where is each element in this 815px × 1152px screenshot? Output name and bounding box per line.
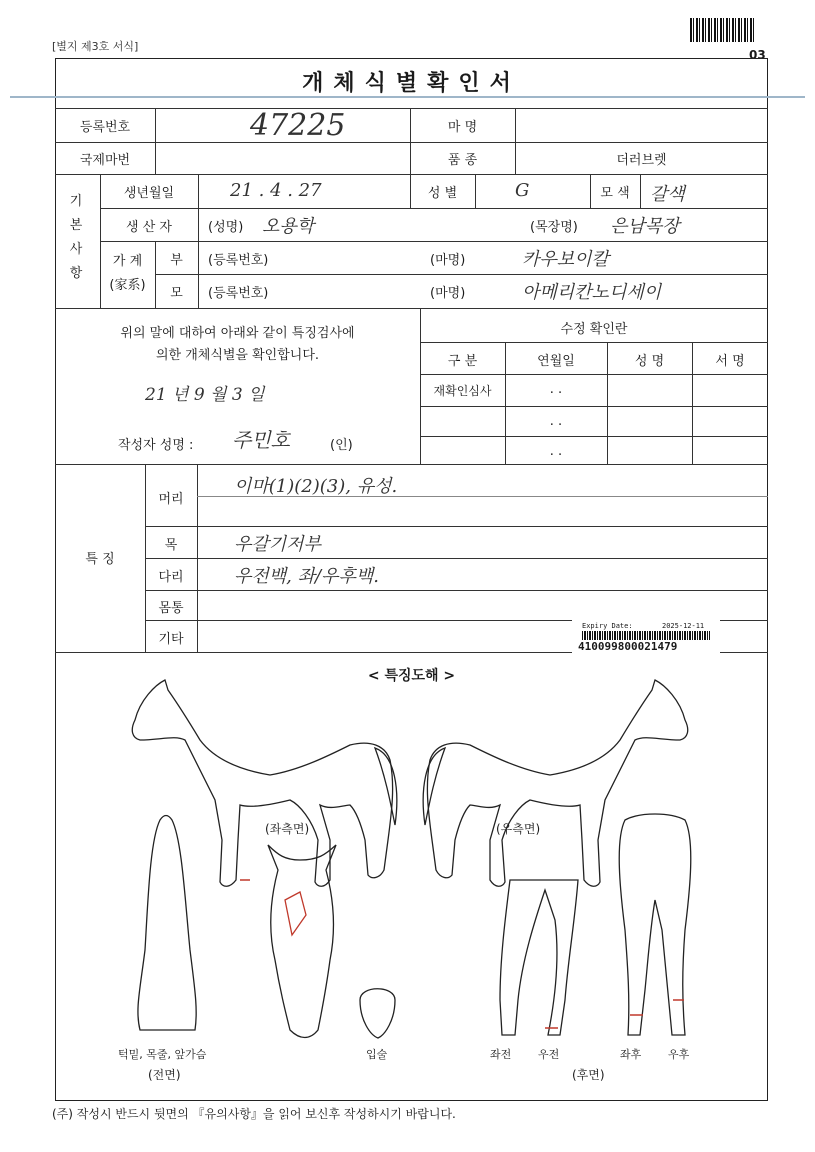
sire-name-label: (마명) [430, 253, 466, 268]
birth-label: 생년월일 [123, 186, 175, 201]
basic-section-label: 기본사항 [69, 194, 83, 281]
footer-note: (주) 작성시 반드시 뒷면의 『유의사항』을 읽어 보신후 작성하시기 바랍니다. [52, 1107, 456, 1121]
head-front-outline [268, 845, 336, 1038]
left-horse-tail [375, 748, 397, 825]
neck-value: 우갈기저부 [234, 534, 321, 555]
sire-name-value: 카우보이칼 [522, 249, 609, 270]
breed-label: 품 종 [447, 153, 478, 168]
form-tag: [별지 제3호 서식] [52, 40, 139, 53]
lips-outline [360, 989, 395, 1038]
revision-col-sign: 서 명 [715, 354, 745, 369]
breed-value: 더러브렛 [616, 153, 667, 168]
rear-outline [619, 814, 691, 1035]
producer-name-value: 오용학 [262, 216, 315, 237]
expiry-label: Expiry Date: [582, 622, 633, 630]
reg-no-value: 47225 [250, 108, 346, 143]
color-value: 갈색 [650, 184, 685, 205]
left-horse-outline [132, 680, 392, 886]
sire-label: 부 [170, 253, 183, 268]
color-label: 모 색 [600, 186, 630, 201]
front-neck-outline [138, 816, 196, 1031]
dam-label: 모 [170, 286, 183, 301]
lineage-label: 가 계 [112, 254, 143, 269]
right-horse-tail [423, 748, 445, 825]
front-caption: 턱밑, 목줄, 앞가슴 [118, 1048, 207, 1061]
expiry-value: 2025-12-11 [662, 622, 705, 630]
front-legs-outline [500, 880, 578, 1035]
birth-value: 21 . 4 . 27 [230, 180, 322, 201]
legs-value: 우전백, 좌/우후백. [234, 566, 379, 587]
producer-name-label: (성명) [208, 220, 244, 235]
producer-label: 생 산 자 [126, 220, 172, 235]
body-label: 몸통 [158, 601, 184, 616]
signer-label: 작성자 성명 : [118, 438, 194, 453]
lineage-hanja: (家系) [109, 278, 146, 293]
revision-col-type: 구 분 [447, 354, 478, 369]
dam-reg-label: (등록번호) [208, 286, 269, 301]
revision-title: 수정 확인란 [560, 322, 628, 337]
right-horse-outline [427, 680, 687, 886]
lips-label: 입술 [366, 1048, 388, 1061]
head-star-marking [285, 892, 306, 935]
revision-date-2: . . [549, 414, 563, 429]
left-side-label: (좌측면) [265, 822, 310, 836]
sticker-code: 410099800021479 [578, 640, 678, 653]
neck-label: 목 [164, 538, 178, 553]
features-section-label: 특 징 [85, 552, 115, 567]
diagram-title: < 특징도해 > [367, 668, 456, 684]
revision-date-3: . . [549, 444, 563, 459]
rear-label: (후면) [572, 1068, 605, 1082]
revision-col-date: 연월일 [537, 354, 575, 369]
left-front-label: 좌전 [490, 1048, 512, 1061]
confirm-text-1: 위의 말에 대하여 아래와 같이 특징검사에 [120, 326, 355, 341]
horse-name-label: 마 명 [447, 120, 478, 135]
seal-label: (인) [330, 438, 353, 453]
farm-value: 은남목장 [610, 216, 680, 237]
page-title: 개체식별확인서 [302, 71, 521, 96]
farm-label: (목장명) [530, 220, 578, 235]
head-label: 머리 [158, 492, 184, 507]
legs-label: 다리 [158, 570, 184, 585]
page-code: 03 [749, 48, 766, 62]
signer-value: 주민호 [232, 428, 290, 452]
dam-name-value: 아메리칸노디세이 [522, 282, 662, 303]
sire-reg-label: (등록번호) [208, 253, 269, 268]
sex-value: G [515, 180, 530, 201]
front-label: (전면) [148, 1068, 181, 1082]
dam-name-label: (마명) [430, 286, 466, 301]
left-hind-label: 좌후 [620, 1048, 642, 1061]
head-value: 이마(1)(2)(3), 유성. [234, 476, 398, 497]
right-hind-label: 우후 [668, 1048, 690, 1061]
other-label: 기타 [158, 632, 184, 647]
sex-label: 성 별 [427, 186, 458, 201]
revision-col-name: 성 명 [634, 354, 665, 369]
right-side-label: (우측면) [496, 822, 541, 836]
reg-no-label: 등록번호 [79, 120, 131, 135]
confirm-text-2: 의한 개체식별을 확인합니다. [155, 348, 320, 363]
revision-row-type: 재확인심사 [433, 384, 492, 398]
revision-date-1: . . [549, 382, 563, 397]
intl-no-label: 국제마번 [79, 153, 131, 168]
right-front-label: 우전 [538, 1048, 560, 1061]
confirm-date: 21 년 9 월 3 일 [145, 385, 265, 405]
